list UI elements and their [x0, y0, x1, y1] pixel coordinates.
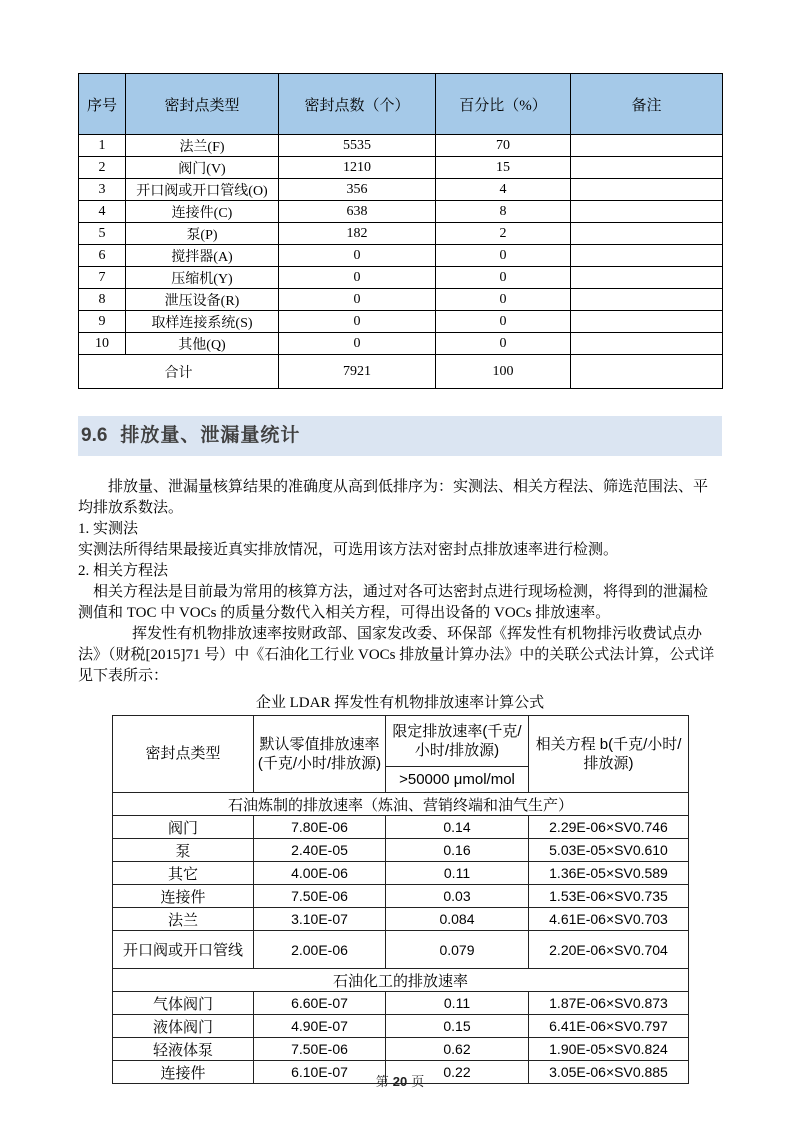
list-item-1-text: 实测法所得结果最接近真实排放情况，可选用该方法对密封点排放速率进行检测。	[78, 542, 619, 558]
t1-cell: 182	[279, 223, 436, 245]
table-row	[79, 201, 723, 223]
t1-cell: 5	[79, 223, 126, 245]
emission-rate-formula-table	[112, 715, 689, 1084]
t1-cell: 8	[79, 289, 126, 311]
t1-total-count: 7921	[279, 355, 436, 389]
t1-cell: 8	[436, 201, 571, 223]
t1-cell	[571, 245, 723, 267]
t2-cell: 4.00E-06	[254, 862, 386, 885]
t2-cell: 0.22	[386, 1061, 529, 1084]
t1-cell: 阀门(V)	[126, 157, 279, 179]
t1-cell: 其他(Q)	[126, 333, 279, 355]
t1-cell	[571, 179, 723, 201]
t2-group-header-refining: 石油炼制的排放速率（炼油、营销终端和油气生产）	[113, 793, 689, 816]
t1-cell: 泵(P)	[126, 223, 279, 245]
t2-col-header-pegged-rate: 限定排放速率(千克/小时/排放源)	[386, 716, 529, 767]
t2-cell: 1.53E-06×SV0.735	[529, 885, 689, 908]
table-row	[113, 816, 689, 839]
t2-cell: 其它	[113, 862, 254, 885]
t1-cell	[571, 289, 723, 311]
t2-cell: 2.29E-06×SV0.746	[529, 816, 689, 839]
t2-cell: 泵	[113, 839, 254, 862]
t1-total-row	[79, 355, 723, 389]
t1-cell	[571, 267, 723, 289]
t1-cell: 0	[279, 245, 436, 267]
t1-cell: 2	[79, 157, 126, 179]
table-row	[79, 311, 723, 333]
t2-col-header-type: 密封点类型	[113, 716, 254, 793]
table-row	[79, 135, 723, 157]
t1-cell: 9	[79, 311, 126, 333]
t1-col-header-percent: 百分比（%）	[436, 74, 571, 135]
t2-cell: 7.50E-06	[254, 885, 386, 908]
table-row	[79, 223, 723, 245]
t2-cell: 3.10E-07	[254, 908, 386, 931]
t1-cell	[571, 201, 723, 223]
footer-prefix: 第	[375, 1074, 389, 1089]
t1-cell: 1	[79, 135, 126, 157]
t2-cell: 1.36E-05×SV0.589	[529, 862, 689, 885]
t2-cell: 2.20E-06×SV0.704	[529, 931, 689, 969]
t2-cell: 1.90E-05×SV0.824	[529, 1038, 689, 1061]
t1-cell: 2	[436, 223, 571, 245]
t1-cell: 0	[279, 289, 436, 311]
t2-cell: 轻液体泵	[113, 1038, 254, 1061]
list-item-2: 2. 相关方程法	[78, 563, 169, 579]
t1-cell	[571, 355, 723, 389]
t1-cell: 10	[79, 333, 126, 355]
t2-col-header-correlation-eq: 相关方程 b(千克/小时/排放源)	[529, 716, 689, 793]
t2-cell: 6.60E-07	[254, 992, 386, 1015]
table-row	[113, 839, 689, 862]
t1-cell	[571, 333, 723, 355]
t2-cell: 0.084	[386, 908, 529, 931]
table-row	[113, 908, 689, 931]
seal-point-statistics-table	[78, 73, 723, 389]
t1-cell: 0	[436, 333, 571, 355]
t1-cell: 搅拌器(A)	[126, 245, 279, 267]
table-row	[113, 1038, 689, 1061]
t2-cell: 6.41E-06×SV0.797	[529, 1015, 689, 1038]
t1-cell: 连接件(C)	[126, 201, 279, 223]
t2-cell: 连接件	[113, 885, 254, 908]
t1-col-header-remark: 备注	[571, 74, 723, 135]
list-item-1: 1. 实测法	[78, 521, 139, 537]
section-title: 排放量、泄漏量统计	[120, 425, 301, 446]
table2-caption: 企业 LDAR 挥发性有机物排放速率计算公式	[255, 695, 545, 711]
t1-cell: 6	[79, 245, 126, 267]
t1-cell: 0	[279, 333, 436, 355]
t2-cell: 0.11	[386, 862, 529, 885]
t1-cell: 0	[279, 267, 436, 289]
table-row	[79, 157, 723, 179]
t1-cell: 15	[436, 157, 571, 179]
table-row	[113, 885, 689, 908]
paragraph-formula-reference: 挥发性有机物排放速率按财政部、国家发改委、环保部《挥发性有机物排污收费试点办法》（财税[2015]71 号）中《石油化工行业 VOCs 排放量计算办法》中的关联公式法计算，公式详见下表所示：	[78, 626, 715, 684]
footer-suffix: 页	[411, 1074, 425, 1089]
table-row	[113, 862, 689, 885]
table-row	[113, 1015, 689, 1038]
section-number: 9.6	[81, 425, 108, 446]
t2-cell: 阀门	[113, 816, 254, 839]
t1-col-header-type: 密封点类型	[126, 74, 279, 135]
footer-page-number: 20	[392, 1074, 408, 1089]
section-heading	[78, 416, 722, 456]
t2-cell: 1.87E-06×SV0.873	[529, 992, 689, 1015]
t2-cell: 2.00E-06	[254, 931, 386, 969]
t2-cell: 0.16	[386, 839, 529, 862]
t2-cell: 连接件	[113, 1061, 254, 1084]
t1-cell: 3	[79, 179, 126, 201]
t1-cell: 356	[279, 179, 436, 201]
t2-cell: 4.90E-07	[254, 1015, 386, 1038]
t1-cell	[571, 223, 723, 245]
t2-col-subheader-threshold: >50000 μmol/mol	[386, 767, 529, 793]
t1-cell: 638	[279, 201, 436, 223]
table-row	[79, 289, 723, 311]
t2-cell: 7.80E-06	[254, 816, 386, 839]
t2-cell: 4.61E-06×SV0.703	[529, 908, 689, 931]
table-row	[79, 333, 723, 355]
t2-cell: 法兰	[113, 908, 254, 931]
t1-cell: 法兰(F)	[126, 135, 279, 157]
table-row	[79, 245, 723, 267]
body-text	[78, 477, 722, 687]
t1-header-row	[79, 74, 723, 135]
t1-cell: 0	[279, 311, 436, 333]
t2-header-row	[113, 716, 689, 767]
t2-cell: 0.62	[386, 1038, 529, 1061]
t2-col-header-default-zero-rate: 默认零值排放速率 (千克/小时/排放源)	[254, 716, 386, 793]
t2-cell: 0.079	[386, 931, 529, 969]
t1-cell: 取样连接系统(S)	[126, 311, 279, 333]
t1-cell: 0	[436, 289, 571, 311]
table-row	[113, 931, 689, 969]
t1-col-header-count: 密封点数（个）	[279, 74, 436, 135]
t2-cell: 气体阀门	[113, 992, 254, 1015]
t2-cell: 0.15	[386, 1015, 529, 1038]
table-row	[113, 992, 689, 1015]
t2-cell: 0.11	[386, 992, 529, 1015]
t2-cell: 开口阀或开口管线	[113, 931, 254, 969]
t1-cell: 压缩机(Y)	[126, 267, 279, 289]
t1-col-header-index: 序号	[79, 74, 126, 135]
t1-cell: 4	[436, 179, 571, 201]
t1-cell: 1210	[279, 157, 436, 179]
t2-cell: 2.40E-05	[254, 839, 386, 862]
t2-cell: 5.03E-05×SV0.610	[529, 839, 689, 862]
t2-cell: 0.03	[386, 885, 529, 908]
t1-total-percent: 100	[436, 355, 571, 389]
t1-cell: 7	[79, 267, 126, 289]
t1-cell: 泄压设备(R)	[126, 289, 279, 311]
t1-cell	[571, 157, 723, 179]
t1-cell: 0	[436, 245, 571, 267]
t1-cell: 70	[436, 135, 571, 157]
list-item-2-text: 相关方程法是目前最为常用的核算方法，通过对各可达密封点进行现场检测，将得到的泄漏检测值和 TOC 中 VOCs 的质量分数代入相关方程，可得出设备的 VOCs 排放速率。	[78, 584, 709, 621]
t1-cell	[571, 311, 723, 333]
t2-group-header-petrochemical: 石油化工的排放速率	[113, 969, 689, 992]
t2-cell: 3.05E-06×SV0.885	[529, 1061, 689, 1084]
t2-cell: 0.14	[386, 816, 529, 839]
t1-cell: 0	[436, 267, 571, 289]
t1-cell	[571, 135, 723, 157]
table-row	[79, 267, 723, 289]
t1-cell: 开口阀或开口管线(O)	[126, 179, 279, 201]
t2-cell: 6.10E-07	[254, 1061, 386, 1084]
paragraph-accuracy-order: 排放量、泄漏量核算结果的准确度从高到低排序为：实测法、相关方程法、筛选范围法、平均排放系数法。	[78, 479, 709, 516]
t1-total-label: 合计	[79, 355, 279, 389]
t1-cell: 4	[79, 201, 126, 223]
page-footer	[0, 1071, 800, 1090]
table-row	[79, 179, 723, 201]
t2-cell: 液体阀门	[113, 1015, 254, 1038]
t1-cell: 0	[436, 311, 571, 333]
t1-cell: 5535	[279, 135, 436, 157]
t2-cell: 7.50E-06	[254, 1038, 386, 1061]
